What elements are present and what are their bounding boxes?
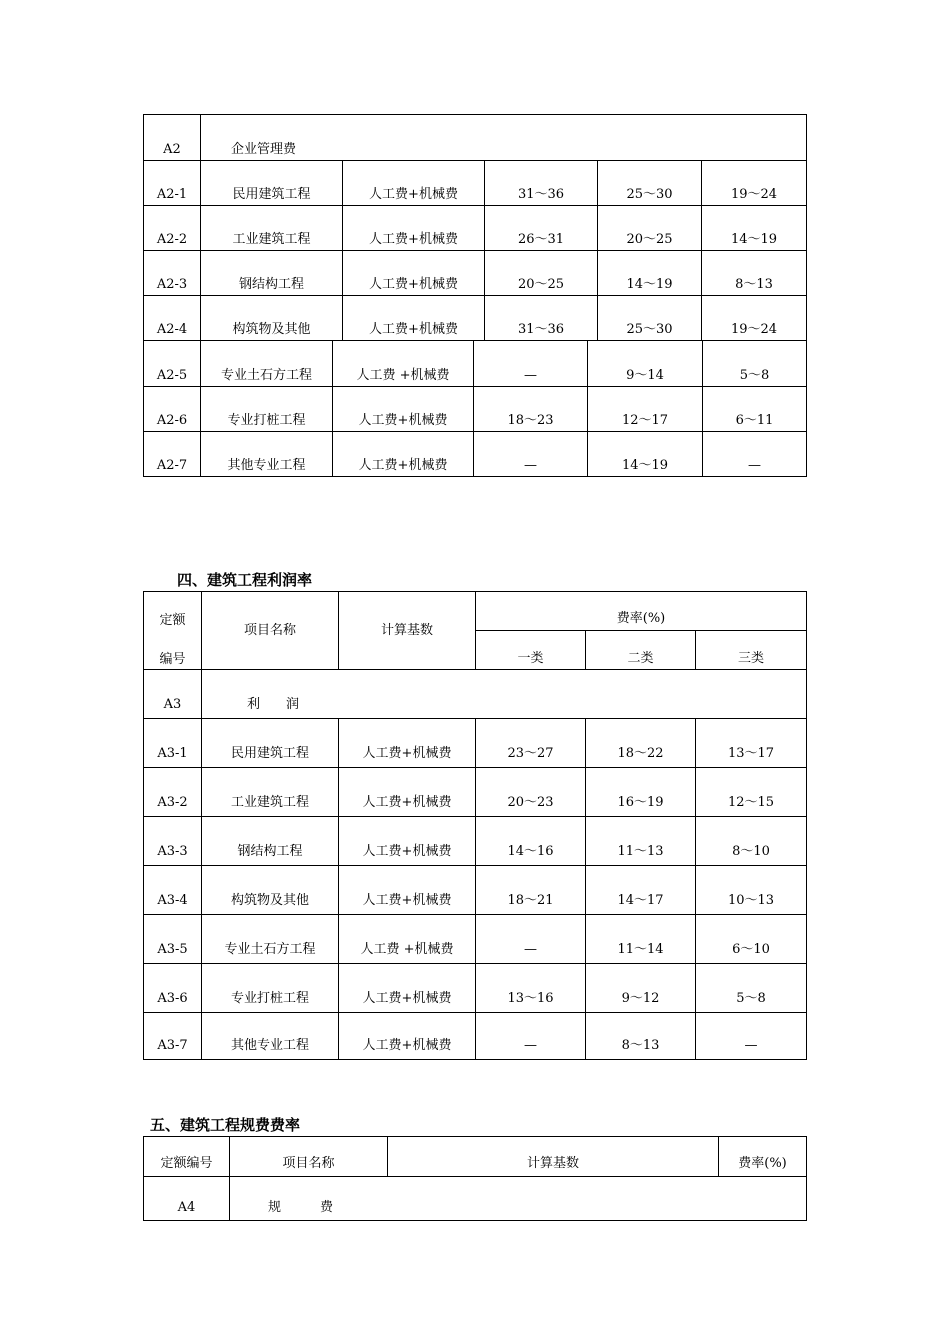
rate-class1: —	[474, 341, 588, 386]
management-fee-table-lower	[143, 341, 807, 477]
header-class3: 三类	[696, 631, 807, 670]
rate-class3: 6～10	[696, 915, 807, 964]
header-name: 项目名称	[202, 592, 339, 670]
rate-class1: —	[476, 1013, 586, 1060]
row-basis: 人工费+机械费	[339, 964, 476, 1013]
header-basis: 计算基数	[388, 1137, 719, 1177]
header-code: 定额编号	[144, 1137, 230, 1177]
rate-class3: 12～15	[696, 768, 807, 817]
rate-class3: 8～13	[702, 251, 807, 296]
group-name: 企业管理费	[201, 115, 807, 161]
rate-class3: 8～10	[696, 817, 807, 866]
rate-class2: 9～14	[588, 341, 703, 386]
group-name: 利 润	[202, 670, 807, 719]
row-basis: 人工费+机械费	[339, 817, 476, 866]
rate-class3: —	[696, 1013, 807, 1060]
rate-class1: 20～25	[485, 251, 598, 296]
rate-class1: —	[474, 431, 588, 476]
rate-class2: 25～30	[598, 161, 702, 206]
rate-class3: 19～24	[702, 296, 807, 341]
table-row	[144, 431, 807, 476]
row-name: 工业建筑工程	[201, 206, 343, 251]
rate-class2: 11～13	[586, 817, 696, 866]
table-header-row	[144, 1137, 807, 1177]
regulatory-fee-table	[143, 1136, 807, 1221]
row-basis: 人工费 +机械费	[333, 341, 474, 386]
header-code	[144, 592, 202, 670]
row-code: A3-2	[144, 768, 202, 817]
row-basis: 人工费+机械费	[343, 296, 485, 341]
table-row	[144, 206, 807, 251]
table-row	[144, 719, 807, 768]
rate-class2: 12～17	[588, 386, 703, 431]
table-row	[144, 296, 807, 341]
row-code: A2-1	[144, 161, 201, 206]
row-code: A3-4	[144, 866, 202, 915]
rate-class1: 31～36	[485, 161, 598, 206]
row-code: A3-3	[144, 817, 202, 866]
rate-class3: 19～24	[702, 161, 807, 206]
row-code: A3-5	[144, 915, 202, 964]
row-basis: 人工费+机械费	[343, 251, 485, 296]
rate-class1: —	[476, 915, 586, 964]
group-code: A4	[144, 1177, 230, 1221]
table-row	[144, 1177, 807, 1221]
rate-class3: 5～8	[703, 341, 807, 386]
table-row	[144, 670, 807, 719]
row-basis: 人工费 +机械费	[339, 915, 476, 964]
row-code: A3-6	[144, 964, 202, 1013]
header-name: 项目名称	[230, 1137, 388, 1177]
row-name: 钢结构工程	[201, 251, 343, 296]
group-name: 规 费	[230, 1177, 807, 1221]
group-code: A2	[144, 115, 201, 161]
row-basis: 人工费+机械费	[339, 768, 476, 817]
row-name: 其他专业工程	[201, 431, 333, 476]
table-row	[144, 251, 807, 296]
row-code: A2-6	[144, 386, 201, 431]
row-name: 专业打桩工程	[201, 386, 333, 431]
row-name: 其他专业工程	[202, 1013, 339, 1060]
rate-class3: 6～11	[703, 386, 807, 431]
rate-class2: 16～19	[586, 768, 696, 817]
row-basis: 人工费+机械费	[333, 386, 474, 431]
section-title: 四、建筑工程利润率	[177, 571, 313, 589]
table-row	[144, 386, 807, 431]
row-basis: 人工费+机械费	[339, 719, 476, 768]
rate-class2: 9～12	[586, 964, 696, 1013]
group-code: A3	[144, 670, 202, 719]
rate-class1: 13～16	[476, 964, 586, 1013]
row-name: 民用建筑工程	[202, 719, 339, 768]
header-class1: 一类	[476, 631, 586, 670]
row-code: A2-5	[144, 341, 201, 386]
table-row	[144, 817, 807, 866]
table-row	[144, 866, 807, 915]
rate-class2: 25～30	[598, 296, 702, 341]
rate-class3: 13～17	[696, 719, 807, 768]
row-name: 构筑物及其他	[202, 866, 339, 915]
table-row	[144, 768, 807, 817]
row-basis: 人工费+机械费	[343, 161, 485, 206]
rate-class1: 18～23	[474, 386, 588, 431]
row-code: A2-7	[144, 431, 201, 476]
rate-class2: 14～19	[598, 251, 702, 296]
row-name: 专业打桩工程	[202, 964, 339, 1013]
row-basis: 人工费+机械费	[339, 1013, 476, 1060]
table-header-row	[144, 592, 807, 631]
header-code-line2: 编号	[159, 652, 186, 667]
row-name: 构筑物及其他	[201, 296, 343, 341]
row-code: A3-1	[144, 719, 202, 768]
header-class2: 二类	[586, 631, 696, 670]
rate-class1: 20～23	[476, 768, 586, 817]
row-name: 专业土石方工程	[202, 915, 339, 964]
row-name: 专业土石方工程	[201, 341, 333, 386]
rate-class2: 14～19	[588, 431, 703, 476]
table-row	[144, 915, 807, 964]
section-title: 五、建筑工程规费费率	[150, 1116, 301, 1134]
rate-class1: 26～31	[485, 206, 598, 251]
rate-class2: 8～13	[586, 1013, 696, 1060]
table-row	[144, 1013, 807, 1060]
rate-class1: 14～16	[476, 817, 586, 866]
table-row	[144, 964, 807, 1013]
row-code: A2-3	[144, 251, 201, 296]
header-rate: 费率(%)	[476, 592, 807, 631]
row-code: A2-4	[144, 296, 201, 341]
rate-class2: 18～22	[586, 719, 696, 768]
row-code: A2-2	[144, 206, 201, 251]
row-basis: 人工费+机械费	[339, 866, 476, 915]
row-name: 工业建筑工程	[202, 768, 339, 817]
table-row	[144, 161, 807, 206]
table-row	[144, 341, 807, 386]
row-basis: 人工费+机械费	[333, 431, 474, 476]
header-basis: 计算基数	[339, 592, 476, 670]
rate-class3: 10～13	[696, 866, 807, 915]
rate-class2: 14～17	[586, 866, 696, 915]
rate-class1: 23～27	[476, 719, 586, 768]
rate-class2: 11～14	[586, 915, 696, 964]
row-basis: 人工费+机械费	[343, 206, 485, 251]
rate-class3: 14～19	[702, 206, 807, 251]
rate-class1: 31～36	[485, 296, 598, 341]
row-name: 民用建筑工程	[201, 161, 343, 206]
row-code: A3-7	[144, 1013, 202, 1060]
header-code-line1: 定额	[159, 613, 186, 628]
rate-class3: —	[703, 431, 807, 476]
rate-class1: 18～21	[476, 866, 586, 915]
table-row	[144, 115, 807, 161]
management-fee-table	[143, 114, 807, 341]
rate-class3: 5～8	[696, 964, 807, 1013]
row-name: 钢结构工程	[202, 817, 339, 866]
header-rate: 费率(%)	[719, 1137, 807, 1177]
profit-rate-table	[143, 591, 807, 1060]
rate-class2: 20～25	[598, 206, 702, 251]
